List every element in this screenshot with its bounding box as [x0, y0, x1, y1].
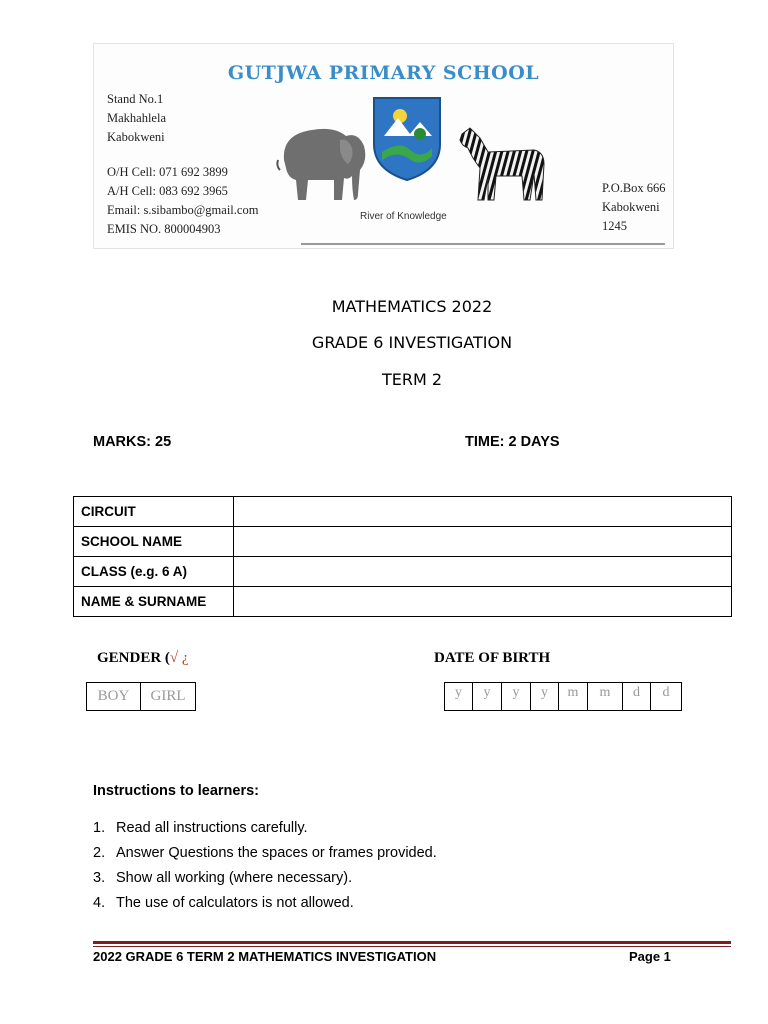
time-label: TIME: 2 DAYS: [465, 434, 560, 450]
name-surname-field[interactable]: [234, 587, 732, 617]
gender-label: [97, 650, 189, 667]
dob-day-cell[interactable]: d: [662, 685, 670, 700]
circuit-field[interactable]: [234, 497, 732, 527]
list-item: 1. Read all instructions carefully.: [93, 818, 437, 843]
instruction-text: Read all instructions carefully.: [116, 820, 308, 836]
footer-rule-thin: [93, 946, 731, 947]
table-row: [74, 587, 732, 617]
instruction-text: The use of calculators is not allowed.: [116, 895, 354, 911]
contact-line: EMIS NO. 800004903: [107, 222, 221, 236]
dob-year-cell[interactable]: y: [531, 683, 559, 710]
list-item: 4. The use of calculators is not allowed.: [93, 893, 437, 918]
dob-month-cell[interactable]: m: [588, 683, 623, 710]
page-number: Page 1: [629, 949, 671, 964]
school-motto: River of Knowledge: [360, 211, 447, 222]
instruction-text: Show all working (where necessary).: [116, 870, 353, 886]
postal-line: 1245: [602, 219, 627, 233]
contact-block: [107, 163, 258, 239]
contact-line: O/H Cell: 071 692 3899: [107, 165, 228, 179]
term-title: TERM 2: [381, 370, 443, 389]
gender-label-text: GENDER (: [97, 650, 170, 666]
dob-year-cell[interactable]: y: [445, 683, 473, 710]
table-row: [74, 557, 732, 587]
school-name: GUTJWA PRIMARY SCHOOL: [227, 62, 540, 84]
postal-line: P.O.Box 666: [602, 181, 666, 195]
elephant-icon: [274, 120, 370, 206]
school-name-field[interactable]: [234, 527, 732, 557]
list-item: 3. Show all working (where necessary).: [93, 868, 437, 893]
circuit-label: CIRCUIT: [74, 497, 234, 527]
gender-option-girl[interactable]: GIRL: [150, 688, 186, 704]
task-title: GRADE 6 INVESTIGATION: [311, 333, 513, 352]
subject-title: MATHEMATICS 2022: [331, 297, 493, 316]
dob-year-cell[interactable]: y: [473, 683, 502, 710]
class-label: CLASS (e.g. 6 A): [74, 557, 234, 587]
dob-label: DATE OF BIRTH: [434, 650, 551, 666]
dob-fields: [444, 682, 682, 711]
gender-option-boy[interactable]: BOY: [87, 683, 141, 710]
dob-month-cell[interactable]: m: [559, 683, 588, 710]
table-row: [74, 527, 732, 557]
school-name-label: SCHOOL NAME: [74, 527, 234, 557]
address-line: Kabokweni: [107, 130, 165, 144]
dob-day-cell[interactable]: d: [623, 683, 651, 710]
letterhead: [93, 43, 674, 249]
postal-block: [602, 179, 666, 236]
address-line: Stand No.1: [107, 92, 164, 106]
zebra-icon: [458, 124, 550, 204]
instructions-list: [93, 818, 437, 918]
marks-label: MARKS: 25: [93, 434, 172, 450]
learner-info-table: [73, 496, 732, 617]
header-divider: [301, 243, 665, 245]
class-field[interactable]: [234, 557, 732, 587]
school-crest-icon: [370, 94, 444, 182]
list-item: 2. Answer Questions the spaces or frames provided.: [93, 843, 437, 868]
footer-rule: [93, 941, 731, 944]
footer-title: 2022 GRADE 6 TERM 2 MATHEMATICS INVESTIGATION: [93, 949, 437, 964]
name-surname-label: NAME & SURNAME: [74, 587, 234, 617]
contact-line: A/H Cell: 083 692 3965: [107, 184, 228, 198]
address-block: [107, 90, 166, 147]
dob-year-cell[interactable]: y: [502, 683, 531, 710]
tick-mark: √ ¿: [169, 650, 189, 666]
contact-line: Email: s.sibambo@gmail.com: [107, 203, 259, 217]
address-line: Makhahlela: [107, 111, 167, 125]
instructions-heading: Instructions to learners:: [93, 783, 259, 799]
postal-line: Kabokweni: [602, 200, 660, 214]
gender-options: [86, 682, 196, 711]
instruction-text: Answer Questions the spaces or frames provided.: [116, 845, 437, 861]
table-row: [74, 497, 732, 527]
